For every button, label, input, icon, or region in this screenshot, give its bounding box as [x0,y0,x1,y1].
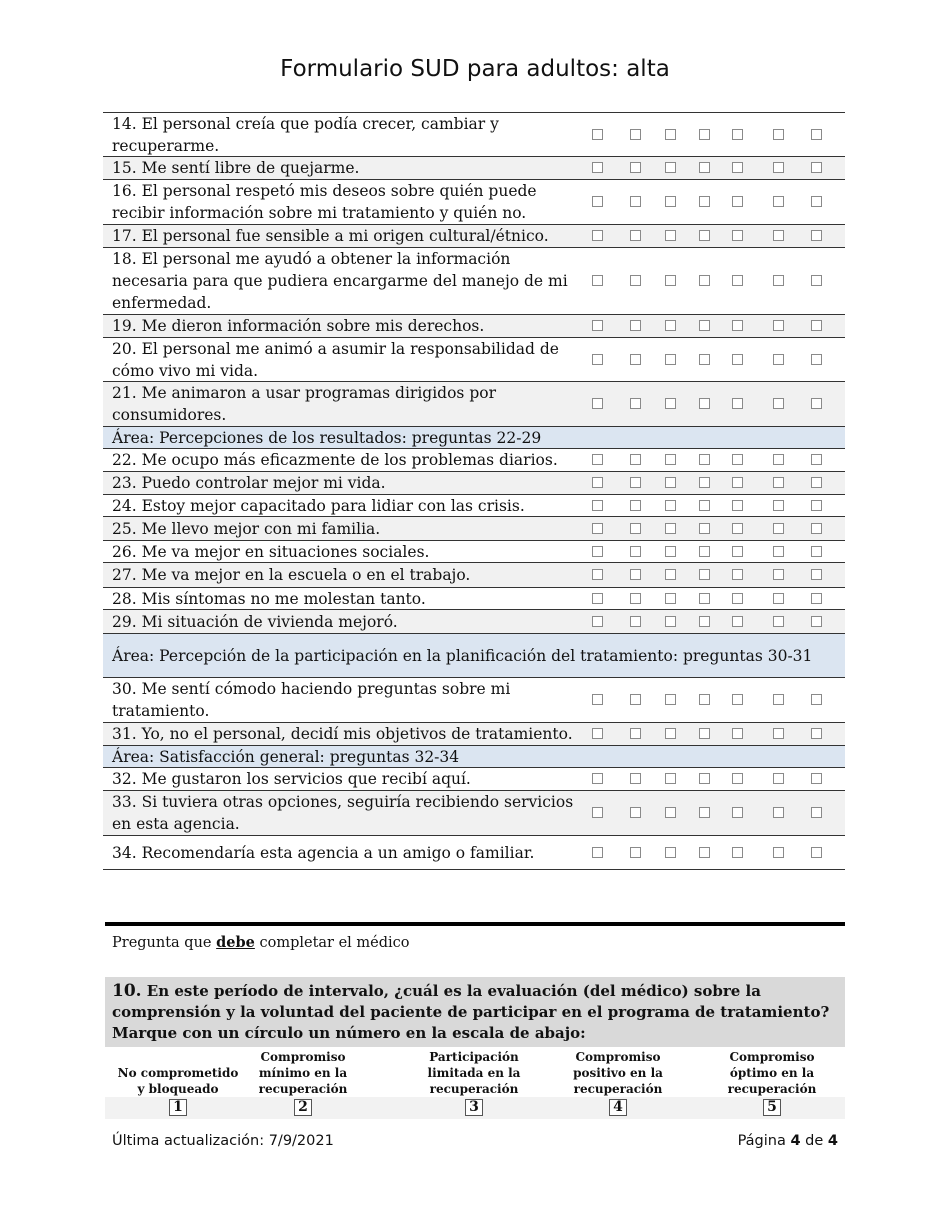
response-checkbox-2[interactable] [630,694,641,705]
question-10 [105,977,845,1047]
response-checkbox-4[interactable] [699,546,710,557]
response-checkbox-1[interactable] [592,728,603,739]
response-checkbox-4[interactable] [699,454,710,465]
response-checkbox-7[interactable] [811,454,822,465]
question-text: 20. El personal me animó a asumir la responsabilidad de cómo vivo mi vida. [112,339,559,380]
response-checkboxes [585,157,845,179]
response-checkboxes [585,180,845,224]
response-checkbox-7[interactable] [811,807,822,818]
response-checkbox-6[interactable] [773,847,784,858]
response-checkbox-5[interactable] [732,320,743,331]
response-checkbox-2[interactable] [630,546,641,557]
response-checkbox-3[interactable] [665,196,676,207]
scale-option-4[interactable]: 4 [609,1099,627,1116]
response-checkbox-7[interactable] [811,230,822,241]
area-header [103,634,845,678]
response-checkbox-2[interactable] [630,807,641,818]
response-checkbox-1[interactable] [592,398,603,409]
response-checkbox-5[interactable] [732,616,743,627]
response-checkbox-3[interactable] [665,773,676,784]
response-checkbox-4[interactable] [699,162,710,173]
question-text: 24. Estoy mejor capacitado para lidiar con las crisis. [112,496,525,515]
response-checkbox-3[interactable] [665,275,676,286]
response-checkbox-5[interactable] [732,694,743,705]
response-checkbox-5[interactable] [732,162,743,173]
question-text: 33. Si tuviera otras opciones, seguiría recibiendo servicios en esta agencia. [112,793,574,833]
question-text: 19. Me dieron información sobre mis derechos. [112,317,485,335]
response-checkbox-5[interactable] [732,196,743,207]
question-text: 23. Puedo controlar mejor mi vida. [112,474,386,492]
scale-numbers [105,1097,845,1119]
response-checkbox-4[interactable] [699,728,710,739]
response-checkbox-4[interactable] [699,616,710,627]
response-checkbox-3[interactable] [665,728,676,739]
scale-option-5[interactable]: 5 [763,1099,781,1116]
response-checkbox-4[interactable] [699,196,710,207]
response-checkbox-2[interactable] [630,616,641,627]
response-checkbox-4[interactable] [699,477,710,488]
scale-label-5: Compromiso óptimo en la recuperación [727,1050,817,1096]
response-checkboxes [585,315,845,337]
survey-row [103,610,845,634]
survey-row [103,382,845,427]
response-checkboxes [585,836,845,869]
response-checkbox-7[interactable] [811,477,822,488]
survey-row [103,180,845,225]
response-checkbox-1[interactable] [592,320,603,331]
response-checkbox-4[interactable] [699,129,710,140]
response-checkbox-4[interactable] [699,230,710,241]
last-updated: Última actualización: 7/9/2021 [112,1133,334,1149]
page-total: 4 [827,1133,838,1149]
response-checkboxes [585,113,845,156]
survey-row [103,225,845,248]
response-checkbox-5[interactable] [732,230,743,241]
question-text: 14. El personal creía que podía crecer, cambiar y recuperarme. [112,114,499,155]
response-checkbox-3[interactable] [665,500,676,511]
response-checkbox-5[interactable] [732,354,743,365]
response-checkbox-5[interactable] [732,500,743,511]
response-checkbox-1[interactable] [592,162,603,173]
response-checkboxes [585,495,845,516]
response-checkbox-2[interactable] [630,398,641,409]
question-text: 15. Me sentí libre de quejarme. [112,159,360,177]
response-checkbox-6[interactable] [773,523,784,534]
response-checkbox-4[interactable] [699,500,710,511]
response-checkbox-7[interactable] [811,523,822,534]
survey-row [103,315,845,338]
response-checkbox-1[interactable] [592,454,603,465]
response-checkbox-1[interactable] [592,500,603,511]
response-checkbox-3[interactable] [665,569,676,580]
response-checkbox-4[interactable] [699,569,710,580]
response-checkbox-6[interactable] [773,320,784,331]
survey-row [103,678,845,723]
response-checkbox-7[interactable] [811,354,822,365]
response-checkbox-2[interactable] [630,275,641,286]
response-checkbox-6[interactable] [773,807,784,818]
clinician-section [105,922,845,1119]
survey-row [103,768,845,791]
survey-row [103,791,845,836]
response-checkbox-5[interactable] [732,569,743,580]
response-checkbox-2[interactable] [630,847,641,858]
survey-row [103,541,845,563]
response-checkbox-2[interactable] [630,129,641,140]
response-checkbox-5[interactable] [732,847,743,858]
response-checkbox-4[interactable] [699,847,710,858]
scale-label-2: Compromiso mínimo en la recuperación [258,1050,348,1096]
response-checkboxes [585,382,845,426]
scale-labels [105,1047,845,1097]
scale-label-1: No comprometido y bloqueado [117,1066,239,1096]
question-text: 25. Me llevo mejor con mi familia. [112,519,381,538]
question-text: 21. Me animaron a usar programas dirigidos por consumidores. [112,384,496,424]
survey-row [103,517,845,541]
response-checkboxes [585,610,845,633]
survey-row [103,248,845,315]
clinician-note-suffix: completar el médico [254,935,410,951]
response-checkbox-2[interactable] [630,196,641,207]
response-checkbox-4[interactable] [699,593,710,604]
response-checkbox-3[interactable] [665,694,676,705]
page-title: Formulario SUD para adultos: alta [280,56,670,82]
response-checkbox-3[interactable] [665,129,676,140]
response-checkbox-2[interactable] [630,523,641,534]
response-checkbox-1[interactable] [592,354,603,365]
response-checkbox-7[interactable] [811,728,822,739]
question-text: 34. Recomendaría esta agencia a un amigo o familiar. [112,843,535,862]
response-checkbox-3[interactable] [665,807,676,818]
response-checkbox-3[interactable] [665,354,676,365]
clinician-note-prefix: Pregunta que [112,935,217,951]
response-checkbox-6[interactable] [773,593,784,604]
response-checkbox-1[interactable] [592,546,603,557]
question-text: 27. Me va mejor en la escuela o en el trabajo. [112,566,471,584]
response-checkbox-7[interactable] [811,569,822,580]
response-checkboxes [585,588,845,609]
survey-row [103,723,845,746]
response-checkbox-5[interactable] [732,398,743,409]
response-checkboxes [585,723,845,745]
response-checkbox-4[interactable] [699,807,710,818]
survey-row [103,472,845,495]
response-checkbox-2[interactable] [630,593,641,604]
response-checkbox-6[interactable] [773,477,784,488]
response-checkbox-7[interactable] [811,398,822,409]
response-checkboxes [585,472,845,494]
response-checkbox-6[interactable] [773,546,784,557]
survey-row [103,157,845,180]
response-checkbox-6[interactable] [773,275,784,286]
response-checkbox-1[interactable] [592,477,603,488]
question-text: 22. Me ocupo más eficazmente de los problemas diarios. [112,451,558,469]
question-10-number: 10. [112,981,142,1001]
response-checkbox-5[interactable] [732,477,743,488]
response-checkbox-4[interactable] [699,320,710,331]
response-checkbox-6[interactable] [773,354,784,365]
response-checkbox-4[interactable] [699,773,710,784]
response-checkbox-2[interactable] [630,454,641,465]
page-number [738,1133,838,1149]
area-header [103,427,845,449]
response-checkbox-7[interactable] [811,546,822,557]
question-text: 16. El personal respetó mis deseos sobre quién puede recibir información sobre mi tratamiento y quién no. [112,182,537,222]
response-checkbox-5[interactable] [732,773,743,784]
response-checkbox-3[interactable] [665,398,676,409]
response-checkboxes [585,768,845,790]
response-checkbox-1[interactable] [592,196,603,207]
response-checkboxes [585,678,845,722]
response-checkbox-7[interactable] [811,162,822,173]
response-checkbox-7[interactable] [811,773,822,784]
response-checkbox-6[interactable] [773,196,784,207]
scale-label-3: Participación limitada en la recuperación [427,1050,521,1096]
response-checkbox-4[interactable] [699,694,710,705]
response-checkbox-3[interactable] [665,230,676,241]
response-checkbox-6[interactable] [773,500,784,511]
question-text: 26. Me va mejor en situaciones sociales. [112,542,430,561]
response-checkbox-1[interactable] [592,616,603,627]
response-checkbox-5[interactable] [732,454,743,465]
response-checkbox-2[interactable] [630,354,641,365]
scale-option-1[interactable]: 1 [169,1099,187,1116]
response-checkbox-3[interactable] [665,847,676,858]
response-checkbox-5[interactable] [732,523,743,534]
response-checkboxes [585,517,845,540]
response-checkbox-7[interactable] [811,847,822,858]
scale-option-2[interactable]: 2 [294,1099,312,1116]
response-checkbox-5[interactable] [732,728,743,739]
response-checkbox-1[interactable] [592,773,603,784]
survey-row [103,338,845,382]
question-text: 32. Me gustaron los servicios que recibí aquí. [112,770,471,788]
response-checkboxes [585,449,845,471]
response-checkbox-7[interactable] [811,275,822,286]
response-checkboxes [585,791,845,835]
question-text: 28. Mis síntomas no me molestan tanto. [112,589,426,608]
survey-row [103,113,845,157]
response-checkbox-2[interactable] [630,162,641,173]
question-text: 18. El personal me ayudó a obtener la información necesaria para que pudiera encargarme del manejo de mi enfermedad. [112,250,568,312]
response-checkbox-5[interactable] [732,129,743,140]
response-checkbox-6[interactable] [773,398,784,409]
response-checkboxes [585,541,845,562]
response-checkbox-1[interactable] [592,569,603,580]
clinician-note [105,926,845,962]
response-checkbox-7[interactable] [811,694,822,705]
question-text: 17. El personal fue sensible a mi origen cultural/étnico. [112,227,549,245]
page-word: Página [737,1133,791,1149]
response-checkboxes [585,248,845,314]
response-checkbox-2[interactable] [630,728,641,739]
response-checkbox-7[interactable] [811,616,822,627]
area-header [103,746,845,768]
response-checkbox-1[interactable] [592,275,603,286]
area-title: Área: Percepciones de los resultados: preguntas 22-29 [112,428,542,447]
response-checkbox-1[interactable] [592,593,603,604]
response-checkbox-6[interactable] [773,728,784,739]
response-checkbox-7[interactable] [811,320,822,331]
response-checkbox-1[interactable] [592,129,603,140]
response-checkbox-6[interactable] [773,773,784,784]
survey-row [103,449,845,472]
response-checkbox-1[interactable] [592,847,603,858]
response-checkbox-4[interactable] [699,523,710,534]
response-checkbox-7[interactable] [811,129,822,140]
response-checkbox-6[interactable] [773,230,784,241]
response-checkbox-1[interactable] [592,694,603,705]
scale-label-4: Compromiso positivo en la recuperación [573,1050,663,1096]
response-checkbox-2[interactable] [630,569,641,580]
response-checkboxes [585,563,845,587]
response-checkbox-2[interactable] [630,230,641,241]
response-checkbox-7[interactable] [811,593,822,604]
response-checkbox-4[interactable] [699,275,710,286]
response-checkbox-1[interactable] [592,807,603,818]
response-checkbox-2[interactable] [630,320,641,331]
clinician-note-emphasis: debe [216,934,255,951]
response-checkbox-5[interactable] [732,593,743,604]
question-text: 29. Mi situación de vivienda mejoró. [112,612,398,631]
response-checkbox-7[interactable] [811,500,822,511]
response-checkbox-5[interactable] [732,275,743,286]
response-checkbox-5[interactable] [732,546,743,557]
response-checkbox-4[interactable] [699,398,710,409]
response-checkboxes [585,338,845,381]
page-of: de [800,1133,828,1149]
question-10-text: En este período de intervalo, ¿cuál es la evaluación (del médico) sobre la comprensión y la voluntad del paciente de participar en el programa de tratamiento? Marque con un círculo un número en la escala de abajo: [112,982,830,1042]
scale-option-3[interactable]: 3 [465,1099,483,1116]
response-checkbox-6[interactable] [773,694,784,705]
response-checkbox-3[interactable] [665,593,676,604]
response-checkbox-4[interactable] [699,354,710,365]
response-checkbox-2[interactable] [630,477,641,488]
response-checkbox-3[interactable] [665,162,676,173]
response-checkbox-6[interactable] [773,569,784,580]
response-checkbox-3[interactable] [665,477,676,488]
survey-row [103,495,845,517]
response-checkbox-3[interactable] [665,546,676,557]
response-checkbox-1[interactable] [592,523,603,534]
page-current: 4 [790,1133,801,1149]
response-checkbox-6[interactable] [773,129,784,140]
response-checkbox-5[interactable] [732,807,743,818]
response-checkbox-6[interactable] [773,162,784,173]
response-checkbox-2[interactable] [630,500,641,511]
area-title: Área: Satisfacción general: preguntas 32-34 [112,747,460,766]
survey-row [103,836,845,870]
response-checkboxes [585,225,845,247]
response-checkbox-3[interactable] [665,523,676,534]
response-checkbox-2[interactable] [630,773,641,784]
survey-row [103,563,845,588]
response-checkbox-3[interactable] [665,454,676,465]
response-checkbox-6[interactable] [773,454,784,465]
question-text: 30. Me sentí cómodo haciendo preguntas sobre mi tratamiento. [112,680,511,720]
area-title: Área: Percepción de la participación en la planificación del tratamiento: preguntas 30-31 [112,646,813,665]
question-text: 31. Yo, no el personal, decidí mis objetivos de tratamiento. [112,725,573,743]
survey-row [103,588,845,610]
response-checkbox-3[interactable] [665,616,676,627]
response-checkbox-6[interactable] [773,616,784,627]
survey-table [103,112,845,870]
response-checkbox-1[interactable] [592,230,603,241]
response-checkbox-7[interactable] [811,196,822,207]
response-checkbox-3[interactable] [665,320,676,331]
